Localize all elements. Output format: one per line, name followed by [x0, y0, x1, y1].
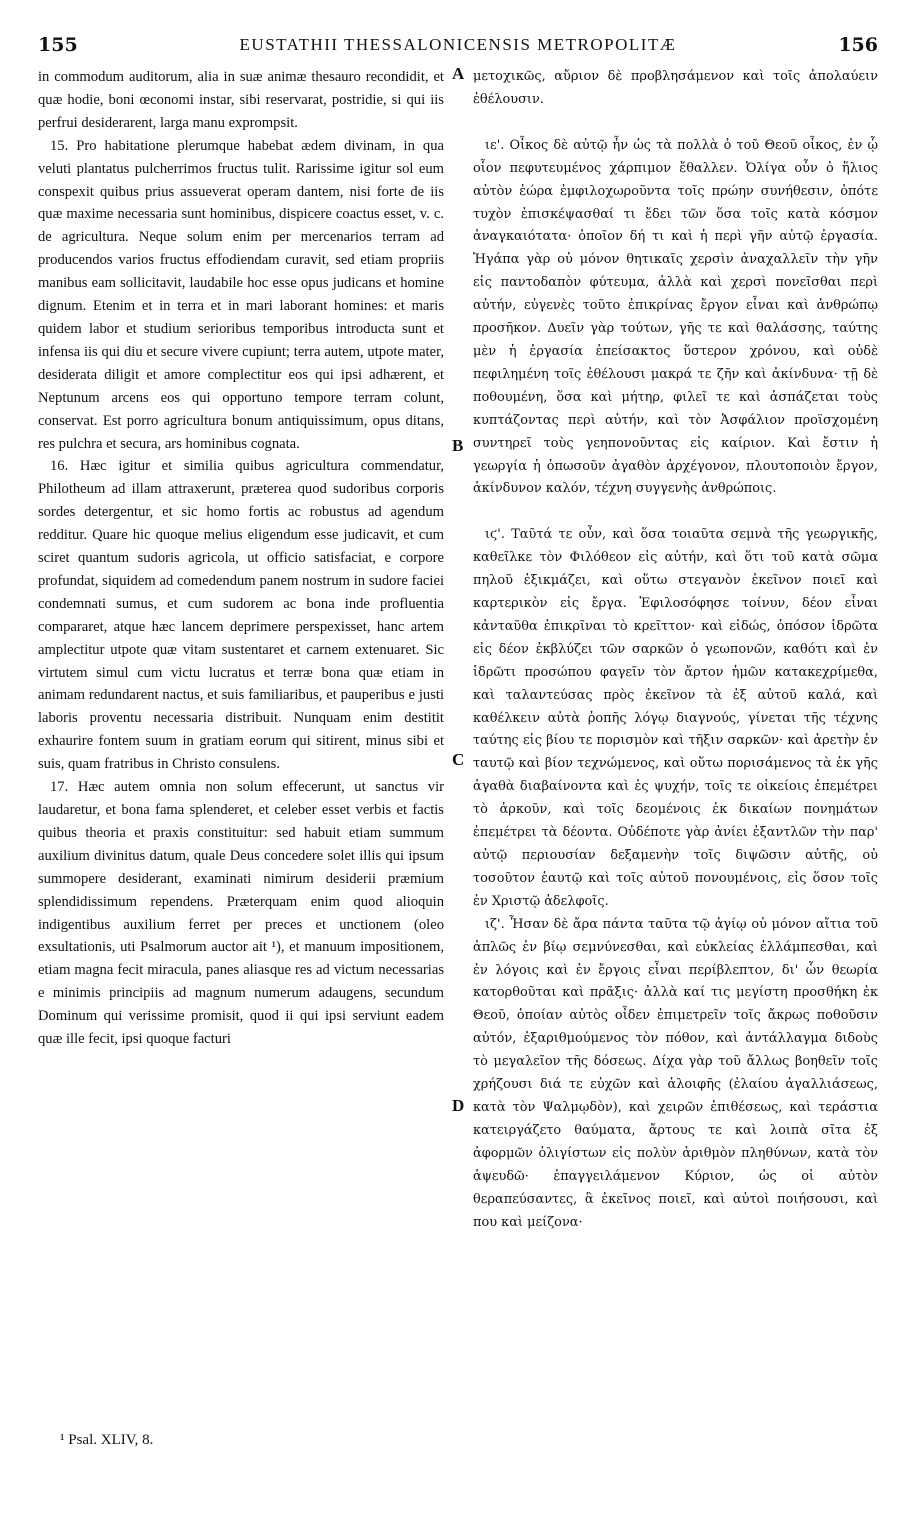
- page-number-left: 155: [38, 34, 78, 56]
- footnote: ¹ Psal. XLIV, 8.: [60, 1432, 154, 1448]
- greek-column: [473, 66, 878, 1234]
- margin-marker-b: B: [452, 436, 464, 455]
- greek-paragraph-continuation: μετοχικῶς, αὔριον δὲ προβλησάμενον καὶ τοῖς ἀπολαύειν ἐθέλουσιν.: [473, 69, 878, 107]
- latin-paragraph-17: 17. Hæc autem omnia non solum effecerunt, ut sanctus vir laudaretur, et bona fama splenderet, et celeber esset verbis et factis quibus theoria et praxis constituitur: sed habuit etiam summum auxilium divinitus datum, quale Deus concedere solet illis qui ipsum summopere desiderant, examinati nimirum desiderii præmium splendidissimum rependens. Præterquam enim quod alioquin indigentibus auxilium ferret per preces et unctionem (oleo exsultationis, uti Psalmorum auctor ait ¹), et manuum impositionem, etiam magna fecit miracula, panes aliasque res ad victum necessarias e minimis principiis ad magnum numerum adaugens, secundum Dominum qui verissime promisit, quod ii qui ipsi serviunt eadem quæ ille fecit, ipsi quoque facturi: [38, 779, 444, 1048]
- latin-paragraph-16: 16. Hæc igitur et similia quibus agricultura commendatur, Philotheum ad illam attraxerunt, præterea quod sudoribus corporis sordes detergentur, et sic homo fortis ac robustus ad agendum redditur. Quare hic quoque melius eligendum esse judicavit, et cum sciret quantum sudoris agricola, ut officio satisfaciat, e corpore profundat, siquidem ad comedendum panem nostrum in sudore faciei condemnati sumus, et cum sudorem ac bona inde profluentia compararet, atque hæc lancem deprimere perspexisset, hanc artem amplectitur utpote quæ vitam sustentaret et carnem extenuaret. Sic virtutem simul cum victu lucratus et terræ bona quæ etiam in animam redundarent nactus, et suis familiaribus, et pauperibus e justi laboris proventu necessaria distribuit. Nunquam enim destitit exhaurire fontem suum in gratiam eorum qui sitirent, minus sibi et suis, quam fratribus in Christo consulens.: [38, 458, 444, 773]
- margin-marker-d: D: [452, 1096, 465, 1115]
- greek-paragraph-16: ιϛ'. Ταῦτά τε οὖν, καὶ ὅσα τοιαῦτα σεμνὰ τῆς γεωργικῆς, καθεῖλκε τὸν Φιλόθεον εἰς αὐτήν, καὶ ὅτι τοῦ κατὰ σῶμα πηλοῦ ἐξικμάζει, καὶ οὕτω στεγανὸν ἐκεῖνον ποιεῖ καὶ καρτερικὸν εἰς ἔργα. Ἐφιλοσόφησε τοίνυν, δέον εἶναι κἀνταῦθα ἐπικρῖναι τὸ κρεῖττον· καὶ εἰδώς, ὁπόσον ἱδρῶτα εἰς δέον ἐκβλύζει τῶν σαρκῶν ὁ γεωπονῶν, καθότι καὶ ἐν ἱδρῶτι προσώπου φαγεῖν τὸν ἄρτον ἡμῶν κατακεχρίμεθα, καὶ ταλαντεύσας πρὸς ἐκεῖνον τὰ ἐξ αὐτοῦ καλά, καὶ καθέλκειν αὐτὰ ῥοπῆς λόγῳ διαγνούς, γίνεται τῆς τέχνης ταύτης εἰς βίου τε πορισμὸν καὶ τῆξιν σαρκῶν· καὶ ἀρετὴν ἐν ταυτῷ καὶ βίον τεχνώμενος, καὶ οὕτω πορισάμενος τὰ ἐκ γῆς ἀγαθὰ διαβαίνοντα καὶ ἐς ψυχήν, τοῖς τε οἰκείοις ἐπεμέτρει τὸ ἀρκοῦν, καὶ τοῖς δεομένοις ἐκ δικαίων πονημάτων ἐπεμέτρει τὰ δέοντα. Οὐδέποτε γὰρ ἀνίει ἐξαντλῶν τὴν παρ' αὐτῷ περιουσίαν δεξαμενὴν τοῖς διψῶσιν αὐτῆς, οὐ τοσοῦτον ἑαυτῷ καὶ τοῖς αὐτοῦ πονουμένοις, εἰς ὅσον τοῖς ἐν Χριστῷ ἀδελφοῖς.: [473, 527, 878, 909]
- latin-paragraph-15: 15. Pro habitatione plerumque habebat ædem divinam, in qua veluti plantatus pulcherrimos fructus tulit. Rarissime igitur sol eum conspexit quibus prius assueverat operam dantem, nisi forte de iis quæ maxime necessaria sunt hominibus, dispicere coactus esset, v. c. de agricultura. Neque solum enim per mercenarios terram ad producendos varios fructus effodiendam curavit, sed etiam propriis manibus eam sollicitavit, laudabile hoc esse opus judicans et homine dignum. Etenim et in terra et in mari laborant homines: et maris quidem labor et studium serioribus temporibus introducta sunt et infensa iis qui diu et secure vivere cupiunt; terra autem, utpote mater, desiderata diligit et amore complectitur eos qui ipsi adhærent, et Neptunum arcens eos qui opportuno tempore terram colunt, conservat. Est porro agricultura bonum antiquissimum, opus ditans, res pulchra et secura, ars hominibus cognata.: [38, 137, 444, 452]
- greek-paragraph-15: ιε'. Οἶκος δὲ αὐτῷ ἦν ὡς τὰ πολλὰ ὁ τοῦ Θεοῦ οἶκος, ἐν ᾧ οἷον πεφυτευμένος χάρπιμον ἔθαλλεν. Ὀλίγα οὖν ὁ ἥλιος αὐτὸν ἑώρα ἐμφιλοχωροῦντα τοῖς πρώην συνήθεσιν, ὁπότε τυχὸν ἐπισκέψασθαί τι ἔδει τῶν ὅσα τοῖς κατὰ κόσμον ἀναγκαιότατα· ὁποῖον δή τι καὶ ἡ περὶ γῆν αὐτῷ ἐργασία. Ἠγάπα γὰρ οὐ μόνον θητικαῖς χερσὶν ἀναχαλλεῖν τὴν γῆν εἰς παντοδαπὸν φύτευμα, ἀλλὰ καὶ χερσὶ πονεῖσθαι περὶ αὐτήν, εὐγενὲς τοῦτο ἐπικρίνας ἔργον εἶναι καὶ ἀνθρώπῳ προσῆκον. Δυεῖν γὰρ τούτων, γῆς τε καὶ θαλάσσης, ταύτης μὲν ἡ ἐργασία ἐπείσακτος ὕστερον χρόνου, καὶ οὐδὲ πεφιλημένη τοῖς ἐθέλουσι μακρά τε ζῆν καὶ ἀκίνδυνα· τῇ δὲ ποθουμένη, ὅσα καὶ μήτηρ, φιλεῖ τε καὶ ἀσπάζεται τοὺς κυπτάζοντας περὶ αὐτήν, καὶ τὸν Ἀσφάλιον προϊσχομένη συντηρεῖ τοὺς γεηπονοῦντας εἰς καίριον. Καὶ ἔστιν ἡ γεωργία ἡ ὁπωσοῦν ἀγαθὸν ἀρχέγονον, πλουτοποιὸν ἔργον, ἀκίνδυνον καλόν, τέχνη συγγενὴς ἀνθρώποις.: [473, 137, 878, 497]
- paragraph-gap: [473, 112, 878, 135]
- paragraph-gap: [473, 501, 878, 524]
- page-header: [38, 34, 878, 60]
- latin-paragraph-continuation: in commodum auditorum, alia in suæ animæ thesauro recondidit, et quæ hodie, boni œconomi instar, sibi reservarat, postridie, si qui iis perfrui desiderarent, larga manu exprompsit.: [38, 69, 444, 131]
- margin-marker-a: A: [452, 64, 465, 83]
- running-title: EUSTATHII THESSALONICENSIS METROPOLITÆ: [239, 35, 677, 54]
- margin-marker-c: C: [452, 750, 465, 769]
- page-number-right: 156: [838, 34, 878, 56]
- latin-column: [38, 66, 444, 1051]
- greek-paragraph-17: ιζ'. Ἦσαν δὲ ἄρα πάντα ταῦτα τῷ ἁγίῳ οὐ μόνον αἴτια τοῦ ἁπλῶς ἐν βίῳ σεμνύνεσθαι, καὶ εὐκλείας ἐλλάμπεσθαι, καὶ ἐν λόγοις καὶ ἐν ἔργοις εἶναι περίβλεπτον, δι' ὧν θεωρία κατορθοῦται καὶ πρᾶξις· ἀλλὰ καί τις μεγίστη προσθήκη ἐκ Θεοῦ, ὁποίαν αὐτὸς οἶδεν ἐπιμετρεῖν τοῖς ἄκρως ποθοῦσιν αὐτόν, ἐξαριθμούμενος τὸν πόθον, καὶ ἀντάλλαγμα διδοὺς τὸ μεγαλεῖον τῆς δόσεως. Δίχα γὰρ τοῦ ἄλλως βοηθεῖν τοῖς χρήζουσι διά τε εὐχῶν καὶ ἀλοιφῆς (ἐλαίου ἀγαλλιάσεως, κατὰ τὸν Ψαλμῳδὸν), καὶ χειρῶν ἐπιθέσεως, καὶ τεράστια κατειργάζετο θαύματα, ἄρτους τε καὶ λοιπὰ σῖτα ἐξ ἀφορμῶν ὀλιγίστων εἰς πολὺν ἀριθμὸν πληθύνων, κατὰ τὸν ἀψευδῶ· ἐπαγγειλάμενον Κύριον, ὡς οἱ αὐτὸν θεραπεύσαντες, ἃ ἐκεῖνος ποιεῖ, καὶ αὐτοὶ ποιήσουσι, καὶ που καὶ μείζονα·: [473, 916, 878, 1230]
